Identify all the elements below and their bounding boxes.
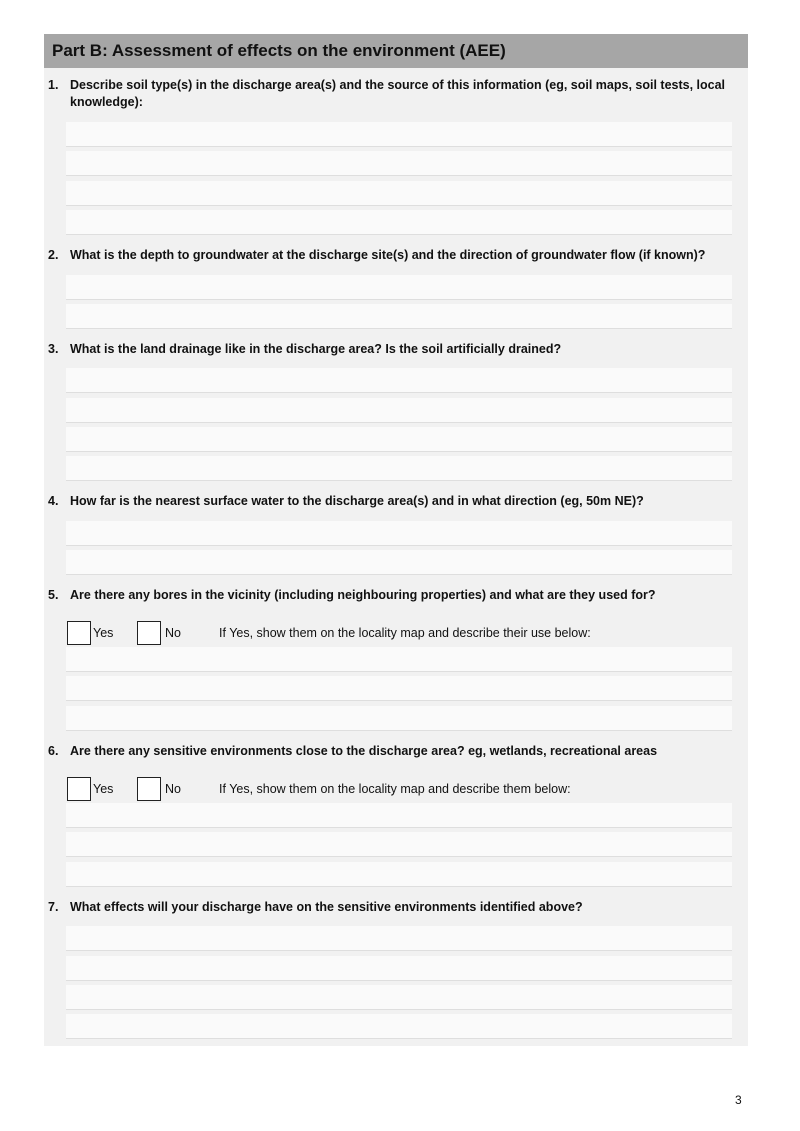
q2-answer-line-1[interactable] bbox=[66, 275, 732, 300]
q4-answer-line-2[interactable] bbox=[66, 550, 732, 575]
q7-answer-line-4[interactable] bbox=[66, 1014, 732, 1039]
part-b-section bbox=[44, 34, 748, 1046]
q3-answer-line-3[interactable] bbox=[66, 427, 732, 452]
q6-yes-label: Yes bbox=[93, 782, 114, 796]
q7-answer-line-1[interactable] bbox=[66, 926, 732, 951]
q5-no-checkbox[interactable] bbox=[137, 621, 161, 645]
question-text: What is the land drainage like in the discharge area? Is the soil artificially drained? bbox=[70, 342, 562, 356]
q6-no-label: No bbox=[165, 782, 181, 796]
q6-answer-line-1[interactable] bbox=[66, 803, 732, 828]
q5-answer-line-3[interactable] bbox=[66, 706, 732, 731]
question-text: Are there any sensitive environments close to the discharge area? eg, wetlands, recreational areas bbox=[70, 744, 658, 758]
question-number: 1. bbox=[48, 78, 59, 92]
q6-yes-checkbox[interactable] bbox=[67, 777, 91, 801]
q5-yes-checkbox[interactable] bbox=[67, 621, 91, 645]
q6-yes-no-row bbox=[44, 777, 748, 801]
question-number: 3. bbox=[48, 342, 59, 356]
q6-instruction: If Yes, show them on the locality map and describe them below: bbox=[219, 782, 571, 796]
question-number: 2. bbox=[48, 248, 59, 262]
question-text: Describe soil type(s) in the discharge area(s) and the source of this information (eg, soil maps, soil tests, local knowledge): bbox=[70, 78, 726, 109]
page-number: 3 bbox=[735, 1093, 742, 1107]
q6-answer-line-2[interactable] bbox=[66, 832, 732, 857]
q6-no-checkbox[interactable] bbox=[137, 777, 161, 801]
q7-answer-line-2[interactable] bbox=[66, 956, 732, 981]
q7-answer-line-3[interactable] bbox=[66, 985, 732, 1010]
question-text: What is the depth to groundwater at the discharge site(s) and the direction of groundwater flow (if known)? bbox=[70, 248, 706, 262]
q2-answer-line-2[interactable] bbox=[66, 304, 732, 329]
q3-answer-line-1[interactable] bbox=[66, 368, 732, 393]
q1-answer-line-1[interactable] bbox=[66, 122, 732, 147]
question-number: 4. bbox=[48, 494, 59, 508]
q1-answer-line-2[interactable] bbox=[66, 151, 732, 176]
question-number: 6. bbox=[48, 744, 59, 758]
question-text: How far is the nearest surface water to the discharge area(s) and in what direction (eg, 50m NE)? bbox=[70, 494, 644, 508]
q5-yes-no-row bbox=[44, 621, 748, 645]
q1-answer-line-3[interactable] bbox=[66, 181, 732, 206]
q5-answer-line-1[interactable] bbox=[66, 647, 732, 672]
question-number: 5. bbox=[48, 588, 59, 602]
q1-answer-line-4[interactable] bbox=[66, 210, 732, 235]
q3-answer-line-4[interactable] bbox=[66, 456, 732, 481]
question-text: What effects will your discharge have on the sensitive environments identified above? bbox=[70, 900, 583, 914]
question-text: Are there any bores in the vicinity (including neighbouring properties) and what are they used for? bbox=[70, 588, 656, 602]
q5-no-label: No bbox=[165, 626, 181, 640]
section-title: Part B: Assessment of effects on the environment (AEE) bbox=[44, 34, 748, 68]
q6-answer-line-3[interactable] bbox=[66, 862, 732, 887]
q4-answer-line-1[interactable] bbox=[66, 521, 732, 546]
q3-answer-line-2[interactable] bbox=[66, 398, 732, 423]
question-number: 7. bbox=[48, 900, 59, 914]
q5-yes-label: Yes bbox=[93, 626, 114, 640]
q5-instruction: If Yes, show them on the locality map and describe their use below: bbox=[219, 626, 591, 640]
q5-answer-line-2[interactable] bbox=[66, 676, 732, 701]
